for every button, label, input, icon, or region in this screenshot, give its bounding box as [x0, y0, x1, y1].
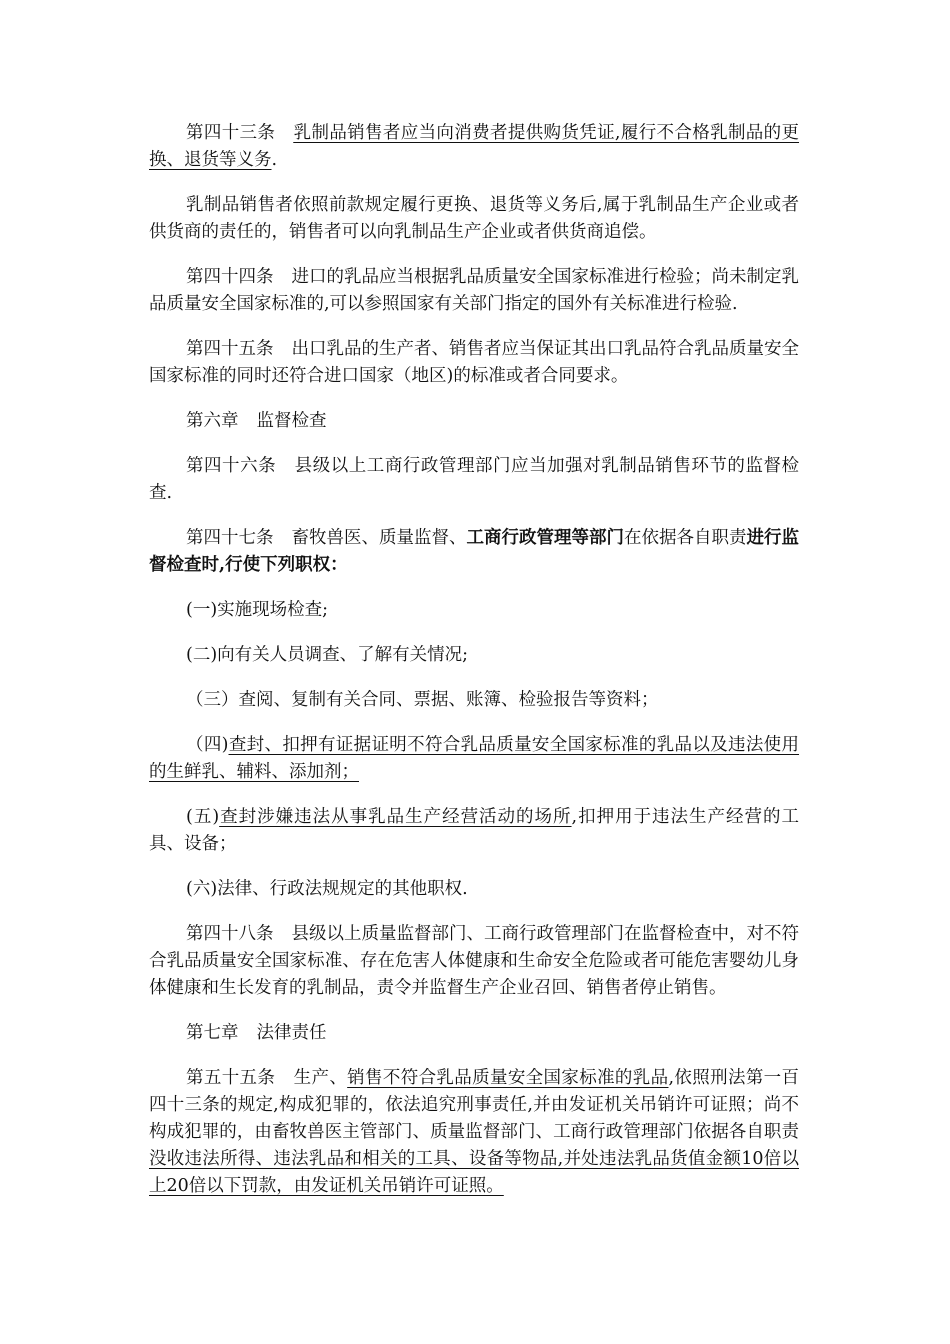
- list-item-6: (六)法律、行政法规规定的其他职权.: [186, 879, 468, 899]
- document-body: [149, 120, 799, 1218]
- chapter-6-heading: [149, 408, 799, 435]
- article-47: 第四十七条 畜牧兽医、质量监督、工商行政管理等部门在依据各自职责进行监督检查时,行使下列职权：: [149, 528, 799, 575]
- chapter-title: 监督检查: [256, 411, 327, 431]
- article-label: 第五十五条: [186, 1068, 276, 1088]
- article-label: 第四十四条: [186, 267, 274, 287]
- underlined-text: 销售不符合乳品质量安全国家标准的乳品: [347, 1068, 669, 1088]
- bold-text: 进行监督检查时,行使下列职权：: [149, 528, 799, 575]
- underlined-text: 查封涉嫌违法从事乳品生产经营活动的场所: [219, 807, 572, 827]
- underlined-text: 没收违法所得、违法乳品和相关的工具、设备等物品,并处违法乳品货值金额10倍以上20倍以下罚款，由发证机关吊销许可证照。: [149, 1149, 799, 1196]
- article-label: 第四十八条: [186, 924, 274, 944]
- underlined-text: 乳制品销售者应当向消费者提供购货凭证,履行不合格乳制品的更换、退货等义务: [149, 123, 800, 170]
- list-item-3: （三）查阅、复制有关合同、票据、账簿、检验报告等资料；: [186, 690, 659, 710]
- list-item-5: (五)查封涉嫌违法从事乳品生产经营活动的场所,扣押用于违法生产经营的工具、设备；: [149, 807, 800, 854]
- list-item-2: (二)向有关人员调查、了解有关情况;: [186, 645, 469, 665]
- article-text: 县级以上质量监督部门、工商行政管理部门在监督检查中，对不符合乳品质量安全国家标准、存在危害人体健康和生命安全危险或者可能危害婴幼儿身体健康和生长发育的乳制品，责令并监督生产企业召回、销售者停止销售。: [149, 924, 799, 998]
- article-48: [149, 921, 799, 1002]
- chapter-7-heading: [149, 1020, 799, 1047]
- article-45: [149, 336, 799, 390]
- list-item-4: （四)查封、扣押有证据证明不符合乳品质量安全国家标准的乳品以及违法使用的生鲜乳、辅料、添加剂；: [149, 735, 800, 782]
- article-43-paragraph-2: 乳制品销售者依照前款规定履行更换、退货等义务后,属于乳制品生产企业或者供货商的责任的，销售者可以向乳制品生产企业或者供货商追偿。: [149, 195, 799, 242]
- underlined-text: 查封、扣押有证据证明不符合乳品质量安全国家标准的乳品以及违法使用的生鲜乳、辅料、添加剂；: [149, 735, 800, 782]
- article-text: 县级以上工商行政管理部门应当加强对乳制品销售环节的监督检查.: [149, 456, 800, 503]
- article-46: [149, 453, 799, 507]
- article-label: 第四十七条: [186, 528, 274, 548]
- article-43: 第四十三条 乳制品销售者应当向消费者提供购货凭证,履行不合格乳制品的更换、退货等义务.: [149, 123, 800, 170]
- chapter-label: 第六章: [186, 411, 239, 431]
- article-text: 出口乳品的生产者、销售者应当保证其出口乳品符合乳品质量安全国家标准的同时还符合进口国家（地区)的标准或者合同要求。: [149, 339, 799, 386]
- article-55: 第五十五条 生产、销售不符合乳品质量安全国家标准的乳品,依照刑法第一百四十三条的规定,构成犯罪的，依法追究刑事责任,并由发证机关吊销许可证照；尚不构成犯罪的，由畜牧兽医主管部门、质量监督部门、工商行政管理部门依据各自职责没收违法所得、违法乳品和相关的工具、设备等物品,并处违法乳品货值金额10倍以上20倍以下罚款，由发证机关吊销许可证照。: [149, 1068, 800, 1196]
- article-label: 第四十六条: [186, 456, 277, 476]
- chapter-title: 法律责任: [256, 1023, 327, 1043]
- list-item-1: (一)实施现场检查;: [186, 600, 329, 620]
- article-text: 进口的乳品应当根据乳品质量安全国家标准进行检验；尚未制定乳品质量安全国家标准的,可以参照国家有关部门指定的国外有关标准进行检验.: [149, 267, 799, 314]
- article-44: [149, 264, 799, 318]
- article-label: 第四十三条: [186, 123, 276, 143]
- chapter-label: 第七章: [186, 1023, 239, 1043]
- bold-text: 工商行政管理等部门: [466, 528, 624, 548]
- article-label: 第四十五条: [186, 339, 274, 359]
